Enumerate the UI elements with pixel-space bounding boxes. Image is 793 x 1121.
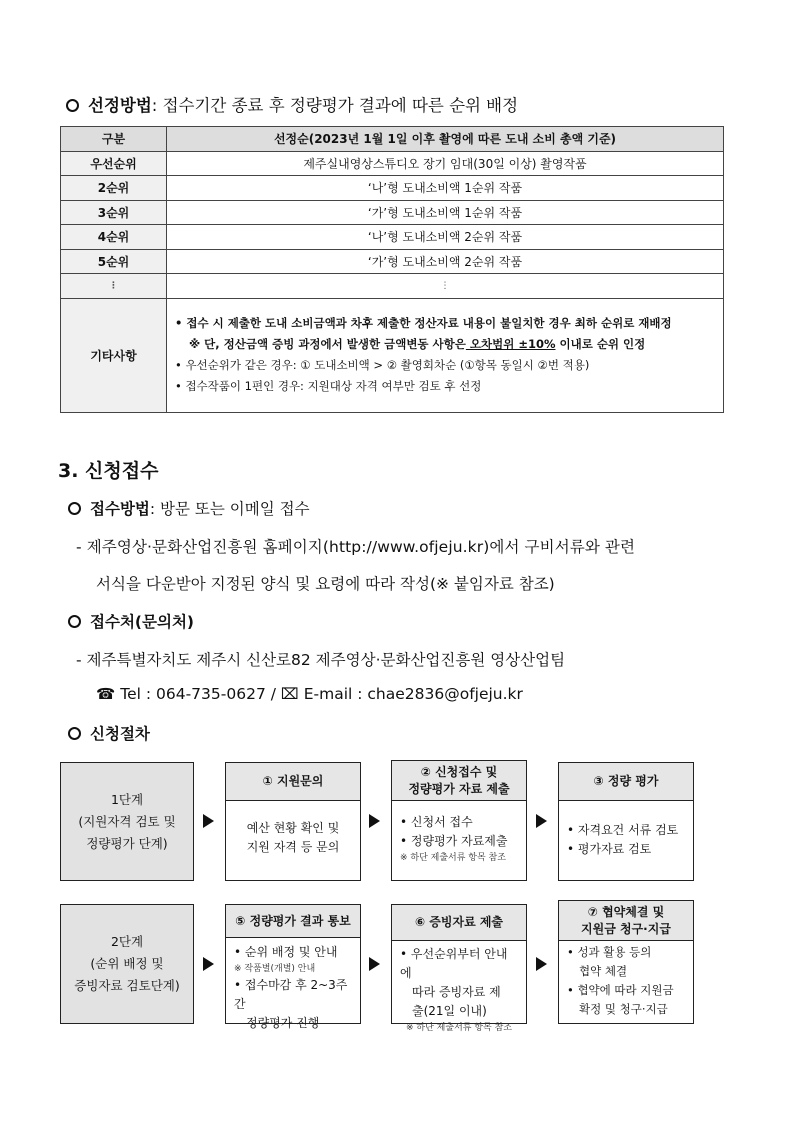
step-3-body-2: • 평가자료 검토	[567, 842, 652, 856]
step-2-box	[391, 760, 527, 881]
method-heading	[68, 497, 310, 519]
etc-notes	[167, 298, 724, 412]
criteria-cell: ‘가’형 도내소비액 2순위 작품	[167, 249, 724, 274]
step-6-title: ⑥ 증빙자료 제출	[392, 905, 526, 941]
note-mismatch: • 접수 시 제출한 도내 소비금액과 차후 제출한 정산자료 내용이 불일치한 경우 최하 순위로 재배정	[175, 316, 672, 330]
contact-detail: - 제주특별자치도 제주시 신산로82 제주영상·문화산업진흥원 영상산업팀	[76, 651, 566, 669]
arrow-right-icon	[536, 957, 547, 971]
step-6-body-3: 출(21일 이내)	[412, 1004, 487, 1018]
step-7-title-1: ⑦ 협약체결 및	[587, 904, 665, 919]
step-3-body	[559, 801, 693, 865]
method-text: : 방문 또는 이메일 접수	[149, 500, 310, 518]
note-tolerance	[175, 334, 715, 355]
tel-text: Tel : 064-735-0627 /	[120, 685, 276, 703]
circle-bullet-icon	[68, 502, 81, 515]
note-tie: • 우선순위가 같은 경우: ① 도내소비액 > ② 촬영회차순 (①항목 동일시 ②번 적용)	[175, 358, 590, 372]
rank-cell: 3순위	[61, 200, 167, 225]
rank-cell: 2순위	[61, 176, 167, 201]
note-tolerance-b: 오차범위 ±10%	[465, 337, 556, 351]
step-5-body-2: • 접수마감 후 2~3주간	[234, 978, 348, 1011]
procedure-label: 신청절차	[90, 725, 150, 743]
criteria-cell: ‘나’형 도내소비액 2순위 작품	[167, 225, 724, 250]
stage-2-box	[60, 904, 194, 1024]
step-6-note: ※ 하단 제출서류 항목 참조	[406, 1023, 512, 1033]
email-text: E-mail : chae2836@ofjeju.kr	[303, 685, 523, 703]
step-2-body-1: • 신청서 접수	[400, 815, 473, 829]
circle-bullet-icon	[66, 99, 79, 112]
step-2-title-1: ② 신청접수 및	[420, 764, 498, 779]
step-7-title-2: 지원금 청구·지급	[581, 921, 671, 936]
table-row	[61, 151, 724, 176]
contact-line	[96, 685, 523, 703]
rank-cell: 우선순위	[61, 151, 167, 176]
etc-label: 기타사항	[61, 298, 167, 412]
mail-icon: ⌧	[280, 685, 299, 703]
step-1-body-2: 지원 자격 등 문의	[246, 840, 340, 854]
selection-method-text: : 접수기간 종료 후 정량평가 결과에 따른 순위 배정	[151, 96, 519, 115]
step-5-note: ※ 작품별(개별) 안내	[234, 964, 316, 974]
table-row	[61, 274, 724, 299]
criteria-cell: ‘나’형 도내소비액 1순위 작품	[167, 176, 724, 201]
method-detail-1: - 제주영상·문화산업진흥원 홈페이지(http://www.ofjeju.kr)에서 구비서류와 관련	[76, 538, 636, 556]
selection-method-heading	[66, 92, 518, 116]
arrow-right-icon	[203, 957, 214, 971]
table-row-etc	[61, 298, 724, 412]
stage-1-box	[60, 762, 194, 881]
step-5-box	[225, 904, 361, 1030]
step-2-note: ※ 하단 제출서류 항목 참조	[400, 853, 506, 863]
step-7-body-4: 확정 및 청구·지급	[579, 1002, 668, 1016]
circle-bullet-icon	[68, 727, 81, 740]
contact-heading	[68, 610, 194, 632]
selection-table	[60, 126, 724, 413]
header-criteria: 선정순(2023년 1월 1일 이후 촬영에 따른 도내 소비 총액 기준)	[167, 127, 724, 152]
criteria-cell: 제주실내영상스튜디오 장기 임대(30일 이상) 촬영작품	[167, 151, 724, 176]
step-6-body-1: • 우선순위부터 안내에	[400, 947, 508, 980]
stage-1-line3: 정량평가 단계)	[86, 835, 168, 851]
note-tolerance-a: ※ 단, 정산금액 증빙 과정에서 발생한 금액변동 사항은	[189, 337, 466, 351]
contact-label: 접수처(문의처)	[90, 613, 195, 631]
method-detail-2: 서식을 다운받아 지정된 양식 및 요령에 따라 작성(※ 붙임자료 참조)	[96, 575, 555, 593]
phone-icon: ☎	[96, 685, 116, 703]
stage-1-line2: (지원자격 검토 및	[78, 813, 176, 829]
criteria-cell: ‘가’형 도내소비액 1순위 작품	[167, 200, 724, 225]
arrow-right-icon	[369, 814, 380, 828]
selection-method-label: 선정방법	[88, 96, 152, 115]
step-1-title: ① 지원문의	[226, 763, 360, 801]
step-6-box	[391, 904, 527, 1033]
arrow-right-icon	[203, 814, 214, 828]
step-7-box	[558, 900, 694, 1024]
step-3-title: ③ 정량 평가	[559, 763, 693, 801]
procedure-heading	[68, 722, 150, 744]
step-7-body-2: 협약 체결	[579, 964, 628, 978]
step-7-body-1: • 성과 활용 등의	[567, 945, 652, 959]
step-2-body	[392, 801, 526, 871]
table-row	[61, 249, 724, 274]
table-header-row	[61, 127, 724, 152]
step-1-body-1: 예산 현황 확인 및	[246, 821, 340, 835]
step-7-title	[559, 901, 693, 941]
step-1-body	[226, 801, 360, 863]
stage-2-line2: (순위 배정 및	[90, 956, 164, 971]
step-7-body-3: • 협약에 따라 지원금	[567, 983, 674, 997]
arrow-right-icon	[369, 957, 380, 971]
step-6-body-2: 따라 증빙자료 제	[412, 985, 501, 999]
circle-bullet-icon	[68, 615, 81, 628]
step-3-body-1: • 자격요건 서류 검토	[567, 823, 679, 837]
header-category: 구분	[61, 127, 167, 152]
table-row	[61, 225, 724, 250]
stage-2-line1: 2단계	[110, 934, 144, 949]
note-tolerance-c: 이내로 순위 인정	[555, 337, 646, 351]
step-6-body	[392, 941, 526, 1041]
section-3-title: 3. 신청접수	[58, 460, 159, 482]
step-3-box	[558, 762, 694, 881]
step-2-body-2: • 정량평가 자료제출	[400, 834, 508, 848]
rank-cell: 5순위	[61, 249, 167, 274]
ellipsis-cell: ⋮	[167, 274, 724, 299]
step-2-title-2: 정량평가 자료 제출	[408, 781, 510, 796]
step-5-title: ⑤ 정량평가 결과 통보	[226, 905, 360, 938]
ellipsis-cell: ⋮	[61, 274, 167, 299]
step-1-box	[225, 762, 361, 881]
arrow-right-icon	[536, 814, 547, 828]
stage-2-line3: 증빙자료 검토단계)	[74, 978, 180, 993]
note-single: • 접수작품이 1편인 경우: 지원대상 자격 여부만 검토 후 선정	[175, 379, 482, 393]
step-5-body-1: • 순위 배정 및 안내	[234, 945, 338, 959]
step-5-body	[226, 938, 360, 1039]
method-label: 접수방법	[90, 500, 150, 518]
stage-1-line1: 1단계	[110, 791, 144, 807]
step-2-title	[392, 761, 526, 801]
table-row	[61, 200, 724, 225]
step-5-body-3: 정량평가 진행	[246, 1016, 320, 1030]
rank-cell: 4순위	[61, 225, 167, 250]
step-7-body	[559, 941, 693, 1025]
table-row	[61, 176, 724, 201]
